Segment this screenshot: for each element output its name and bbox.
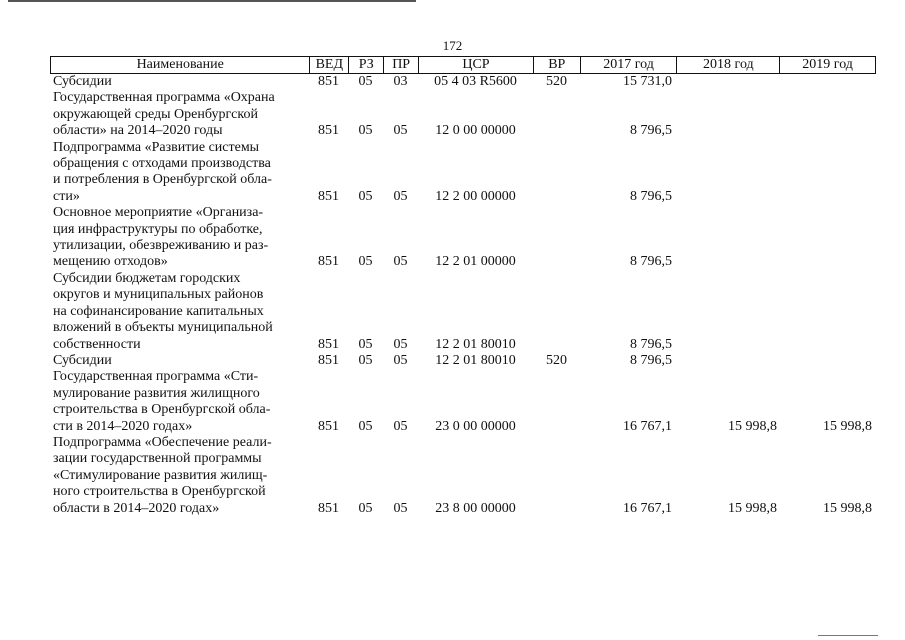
name-line: Подпрограмма «Развитие системы <box>53 139 260 155</box>
name-line: ного строительства в Оренбургской <box>53 484 266 500</box>
name-line: сти в 2014–2020 годах» <box>53 418 193 434</box>
amount-2017-cell: 8 796,5 <box>630 123 672 139</box>
header-name: Наименование <box>136 57 224 72</box>
table-row <box>50 140 876 206</box>
rz-cell: 05 <box>358 500 373 516</box>
name-line: Субсидии <box>53 352 112 368</box>
rz-cell: 05 <box>358 352 373 368</box>
name-line: области» на 2014–2020 годы <box>53 123 223 139</box>
table-row <box>50 353 876 369</box>
header-2018: 2018 год <box>676 57 779 73</box>
header-csr: ЦСР <box>418 57 533 73</box>
csr-cell: 12 2 00 00000 <box>435 188 516 204</box>
name-line: и потребления в Оренбургской обла- <box>53 172 272 188</box>
amount-2017-cell: 8 796,5 <box>630 336 672 352</box>
name-cell <box>50 435 309 517</box>
pr-cell: 05 <box>393 336 408 352</box>
header-pr: ПР <box>383 57 418 73</box>
name-line: округов и муниципальных районов <box>53 287 264 303</box>
rz-cell: 05 <box>358 254 373 270</box>
name-line: Субсидии <box>53 74 112 89</box>
table-row <box>50 74 876 90</box>
csr-cell: 05 4 03 R5600 <box>434 74 517 89</box>
name-line: сти» <box>53 188 80 204</box>
name-line: «Стимулирование развития жилищ- <box>53 467 268 483</box>
name-line: собственности <box>53 336 141 352</box>
amount-2018-cell: 15 998,8 <box>728 500 777 516</box>
vr-cell: 520 <box>546 74 567 89</box>
rz-cell: 05 <box>358 123 373 139</box>
header-2019: 2019 год <box>779 57 875 73</box>
ved-cell: 851 <box>318 188 339 204</box>
pr-cell: 05 <box>393 418 408 434</box>
table-row <box>50 271 876 353</box>
csr-cell: 12 2 01 00000 <box>435 254 516 270</box>
csr-cell: 23 0 00 00000 <box>435 418 516 434</box>
vr-cell: 520 <box>546 352 567 368</box>
amount-2019-cell: 15 998,8 <box>823 500 872 516</box>
pr-cell: 05 <box>393 352 408 368</box>
ved-cell: 851 <box>318 123 339 139</box>
ved-cell: 851 <box>318 352 339 368</box>
ved-cell: 851 <box>318 336 339 352</box>
table-row <box>50 369 876 435</box>
name-line: Государственная программа «Охрана <box>53 90 275 106</box>
header-ved: ВЕД <box>309 57 348 73</box>
rz-cell: 05 <box>358 188 373 204</box>
ved-cell: 851 <box>318 74 339 89</box>
name-line: мещению отходов» <box>53 254 168 270</box>
table-body <box>50 74 876 517</box>
header-rz: РЗ <box>348 57 383 73</box>
scan-corner-mark <box>818 635 878 636</box>
amount-2018-cell: 15 998,8 <box>728 418 777 434</box>
pr-cell: 05 <box>393 188 408 204</box>
scan-edge-line <box>8 0 416 2</box>
csr-cell: 12 2 01 80010 <box>435 352 516 368</box>
pr-cell: 05 <box>393 123 408 139</box>
name-line: области в 2014–2020 годах» <box>53 500 220 516</box>
amount-2017-cell: 15 731,0 <box>623 74 672 89</box>
table-row <box>50 205 876 271</box>
rz-cell: 05 <box>358 74 373 89</box>
name-cell <box>50 205 309 271</box>
table-header <box>50 56 876 74</box>
pr-cell: 05 <box>393 500 408 516</box>
ved-cell: 851 <box>318 500 339 516</box>
rz-cell: 05 <box>358 336 373 352</box>
name-line: мулирование развития жилищного <box>53 385 260 401</box>
name-line: Основное мероприятие «Организа- <box>53 205 264 221</box>
name-line: Государственная программа «Сти- <box>53 369 259 385</box>
csr-cell: 12 2 01 80010 <box>435 336 516 352</box>
pr-cell: 03 <box>393 74 408 89</box>
pr-cell: 05 <box>393 254 408 270</box>
table-row <box>50 90 876 139</box>
amount-2017-cell: 8 796,5 <box>630 188 672 204</box>
name-line: зации государственной программы <box>53 451 262 467</box>
ved-cell: 851 <box>318 254 339 270</box>
amount-2017-cell: 8 796,5 <box>630 352 672 368</box>
name-cell <box>50 271 309 353</box>
name-cell <box>50 353 309 369</box>
csr-cell: 12 0 00 00000 <box>435 123 516 139</box>
amount-2019-cell: 15 998,8 <box>823 418 872 434</box>
name-line: на софинансирование капитальных <box>53 303 264 319</box>
name-cell <box>50 140 309 206</box>
rz-cell: 05 <box>358 418 373 434</box>
amount-2017-cell: 8 796,5 <box>630 254 672 270</box>
ved-cell: 851 <box>318 418 339 434</box>
table-row <box>50 435 876 517</box>
amount-2017-cell: 16 767,1 <box>623 418 672 434</box>
name-line: утилизации, обезвреживанию и раз- <box>53 238 269 254</box>
csr-cell: 23 8 00 00000 <box>435 500 516 516</box>
page-number: 172 <box>442 38 463 53</box>
name-line: Субсидии бюджетам городских <box>53 270 241 286</box>
name-line: ция инфраструктуры по обработке, <box>53 221 263 237</box>
amount-2017-cell: 16 767,1 <box>623 500 672 516</box>
name-line: окружающей среды Оренбургской <box>53 106 258 122</box>
name-cell <box>50 369 309 435</box>
name-cell <box>50 74 309 90</box>
name-line: Подпрограмма «Обеспечение реали- <box>53 434 272 450</box>
name-line: вложений в объекты муниципальной <box>53 320 273 336</box>
name-line: обращения с отходами производства <box>53 156 271 172</box>
header-2017: 2017 год <box>580 57 677 73</box>
name-cell <box>50 90 309 139</box>
header-vr: ВР <box>533 57 580 73</box>
name-line: строительства в Оренбургской обла- <box>53 402 271 418</box>
